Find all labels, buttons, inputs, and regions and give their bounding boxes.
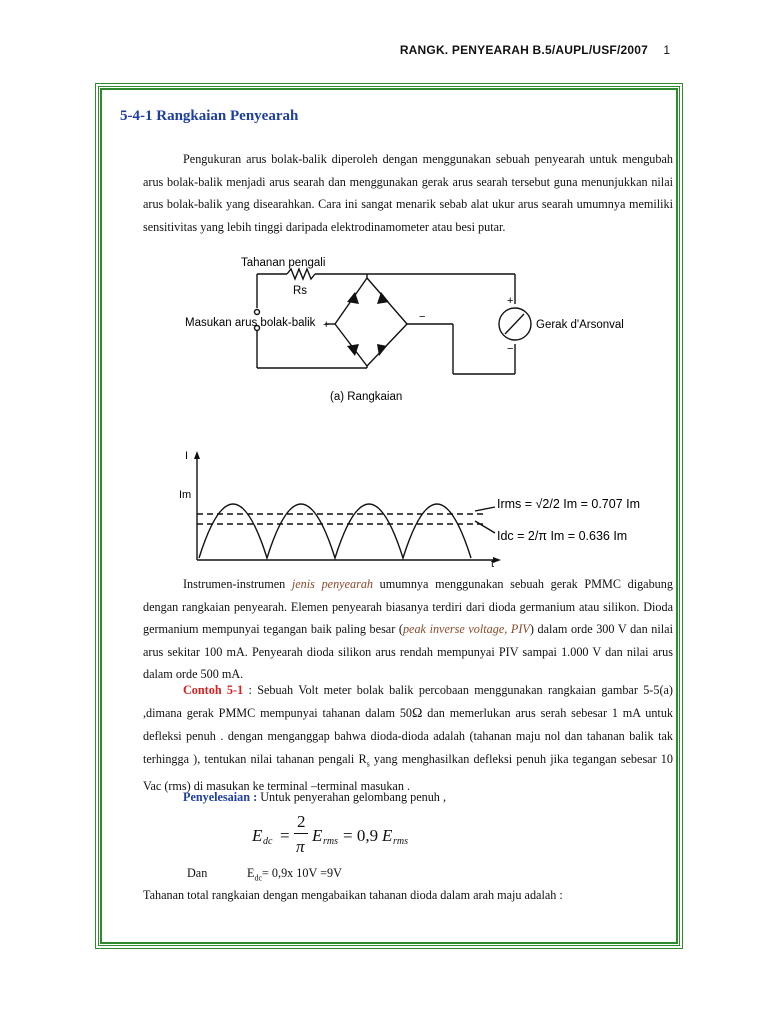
header-title: RANGK. PENYEARAH B.5/AUPL/USF/2007 xyxy=(399,43,648,57)
paragraph-intro: Pengukuran arus bolak-balik diperoleh dengan menggunakan sebuah penyearah untuk mengubah arus bolak-balik menjadi arus searah dan menggunakan gerak arus searah tersebut guna menunjukkan nilai arus bolak-balik yang disearahkan. Cara ini sangat menarik sebab alat ukur arus searah umumnya memiliki sensitivitas yang lebih tinggi daripada elektrodinamometer atau besi putar. xyxy=(143,152,673,234)
rectifier-circuit-diagram xyxy=(175,248,624,408)
plus-left: + xyxy=(323,319,330,331)
formula-edc: E dc = 2 π E rms = 0,9 E rms xyxy=(252,812,409,856)
label-im: Im xyxy=(179,489,192,501)
minus-bridge: − xyxy=(419,311,426,323)
minus-meter: − xyxy=(507,343,514,355)
solution-label: Penyelesaian : xyxy=(183,790,258,804)
irms-equation: Irms = √2/2 Im = 0.707 Im xyxy=(497,497,641,511)
example-paragraph: Contoh 5-1 : Sebuah Volt meter bolak balik percobaan menggunakan rangkaian gambar 5-5(a) ,dimana gerak PMMC mempunyai tahanan dalam 50Ω dan memerlukan arus serah sebesar 1 mA untuk defleksi penuh . dengan menganggap bahwa dioda-dioda adalah (tahanan maju nol dan tahanan balik tak terhingga ), tentukan nilai tahanan pengali $R_s$ yang menghasilkan defleksi penuh jika tegangan sebesar 10 Vac (rms) di masukan ke terminal –terminal masukan . xyxy=(143,683,674,794)
label-meter: Gerak d'Arsonval xyxy=(536,319,624,331)
label-input: Masukan arus bolak-balik xyxy=(185,317,316,329)
axis-i: I xyxy=(185,450,189,462)
example-label: Contoh 5-1 xyxy=(183,683,244,697)
axis-t: t xyxy=(491,558,495,570)
dan-line: Dan $E_{dc}= 0,9x$ 10V =9V xyxy=(187,866,342,883)
waveform-graph xyxy=(175,445,645,570)
solution-line: Penyelesaian : Untuk penyerahan gelombang penuh , xyxy=(183,790,446,804)
label-resistor: Tahanan pengali xyxy=(241,257,326,269)
paragraph-instruments: Instrumen-instrumen jenis penyearah umumnya menggunakan sebuah gerak PMMC digabung dengan rangkaian penyearah. Elemen penyearah biasanya terdiri dari dioda germanium atau silikon. Dioda germanium mempunyai tegangan baik paling besar (peak inverse voltage, PIV) dalam orde 300 V dan nilai arus sekitar 100 mA. Penyearah dioda silikon arus rendah mempunyai PIV sampai 1.000 V dan nilai arus dalam orde 500 mA. xyxy=(143,577,673,681)
page-header xyxy=(400,43,648,57)
final-paragraph: Tahanan total rangkaian dengan mengabaikan tahanan dioda dalam arah maju adalah : xyxy=(143,888,563,902)
idc-equation: Idc = 2/π Im = 0.636 Im xyxy=(497,529,628,543)
label-rs: Rs xyxy=(293,285,308,297)
page-number: 1 xyxy=(663,43,670,57)
section-title: 5-4-1 Rangkaian Penyearah xyxy=(120,108,299,124)
plus-meter: + xyxy=(507,295,514,307)
circuit-caption: (a) Rangkaian xyxy=(330,391,403,403)
